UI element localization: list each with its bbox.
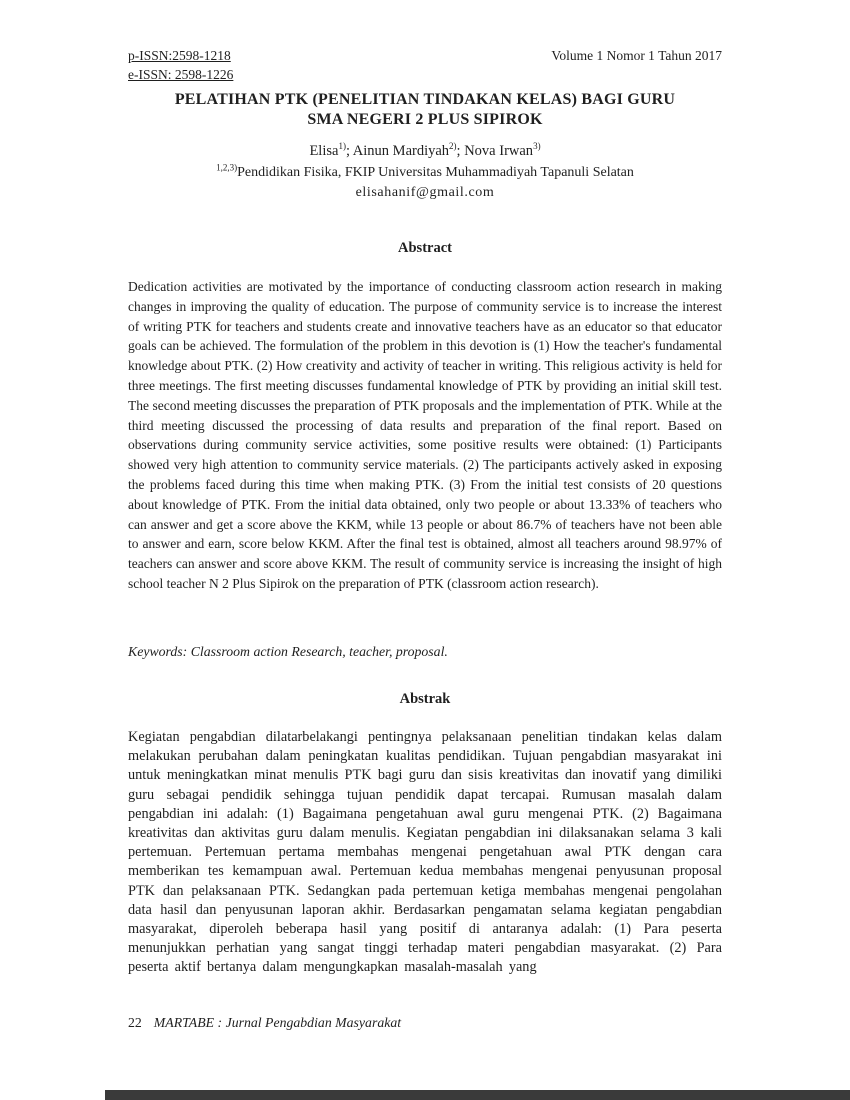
affiliation-line: [0, 162, 850, 181]
page-number: 22: [128, 1015, 142, 1030]
author-3-superscript: 3): [533, 141, 541, 152]
keywords-line: Keywords: Classroom action Research, teacher, proposal.: [128, 644, 448, 659]
page-footer: [128, 1015, 768, 1031]
author-2-superscript: 2): [449, 141, 457, 152]
e-issn: e-ISSN: 2598-1226: [128, 67, 234, 82]
contact-email: elisahanif@gmail.com: [355, 185, 495, 200]
author-3: Nova Irwan: [464, 143, 534, 159]
p-issn: p-ISSN:2598-1218: [128, 48, 231, 63]
abstract-body: Dedication activities are motivated by the importance of conducting classroom action research in making changes in improving the quality of education. The purpose of community service is to increase the interest of writing PTK for teachers and students create and innovative teachers have as an educator so that educator goals can be achieved. The formulation of the problem in this devotion is (1) How the teacher's fundamental knowledge about PTK. (2) How creativity and activity of teacher in writing. This religious activity is held for three meetings. The first meeting discusses fundamental knowledge of PTK by providing an initial skill test. The second meeting discusses the preparation of PTK proposals and the implementation of PTK. While at the third meeting discussed the processing of data results and preparation of the final report. Based on observations during community service activities, some positive results were obtained: (1) Participants showed very high attention to community service materials. (2) The participants actively asked in exposing the problems faced during this time when making PTK. (3) From the initial test consists of 20 questions about knowledge of PTK. From the initial data obtained, only two people or about 13.33% of teachers who can answer and get a score above the KKM, while 13 people or about 86.7% of teachers have not been able to answer and earn, score below KKM. After the final test is obtained, almost all teachers around 98.97% of teachers can answer and score above KKM. The result of community service is increasing the insight of high school teacher N 2 Plus Sipirok on the preparation of PTK (classroom action research).: [128, 279, 722, 591]
authors-line: [0, 143, 850, 160]
page-header: [128, 46, 722, 84]
volume-info: Volume 1 Nomor 1 Tahun 2017: [551, 48, 722, 63]
issn-block: [128, 46, 233, 84]
abstrak-heading: Abstrak: [399, 691, 451, 707]
author-1-superscript: 1): [338, 141, 346, 152]
abstrak-body: Kegiatan pengabdian dilatarbelakangi pentingnya pelaksanaan penelitian tindakan kelas dalam melakukan perubahan dalam peningkatan kualitas pendidikan. Tujuan pengabdian masyarakat ini untuk meningkatkan minat menulis PTK bagi guru dan sisis kreativitas dan inovatif yang dimiliki guru sebagai pendidik sehingga tujuan pendidik dapat tercapai. Rumusan masalah dalam pengabdian ini adalah: (1) Bagaimana pengetahuan awal guru mengenai PTK. (2) Bagaimana kreativitas dan aktivitas guru dalam menulis. Kegiatan pengabdian ini dilaksanakan selama 3 kali pertemuan. Pertemuan pertama membahas mengenai pengetahuan awal PTK dengan cara memberikan tes kemampuan awal. Pertemuan kedua membahas mengenai penyusunan proposal PTK dan pelaksanaan PTK. Sedangkan pada pertemuan ketiga membahas mengenai pengolahan data hasil dan penyusunan laporan akhir. Berdasarkan pengamatan selama kegiatan pengabdian masyarakat, diperoleh beberapa hasil yang positif di antaranya adalah: (1) Para peserta menunjukkan perhatian yang sangat tinggi terhadap materi pengabdian masyarakat. (2) Para peserta aktif bertanya dalam mengungkapkan masalah-masalah yang: [128, 729, 722, 976]
author-2: Ainun Mardiyah: [352, 143, 450, 159]
paper-title: [0, 90, 850, 130]
page-bottom-bar: [105, 1090, 850, 1100]
author-1: Elisa: [309, 143, 339, 159]
journal-name: MARTABE : Jurnal Pengabdian Masyarakat: [153, 1015, 402, 1030]
affiliation-text: Pendidikan Fisika, FKIP Universitas Muhammadiyah Tapanuli Selatan: [237, 165, 634, 180]
author-separator: ;: [456, 143, 465, 159]
abstract-heading: Abstract: [398, 240, 452, 256]
affiliation-superscript: 1,2,3): [216, 162, 238, 173]
paper-title-line1: PELATIHAN PTK (PENELITIAN TINDAKAN KELAS) BAGI GURU: [174, 91, 676, 108]
paper-title-line2: SMA NEGERI 2 PLUS SIPIROK: [307, 111, 543, 128]
author-separator: ;: [345, 143, 353, 159]
